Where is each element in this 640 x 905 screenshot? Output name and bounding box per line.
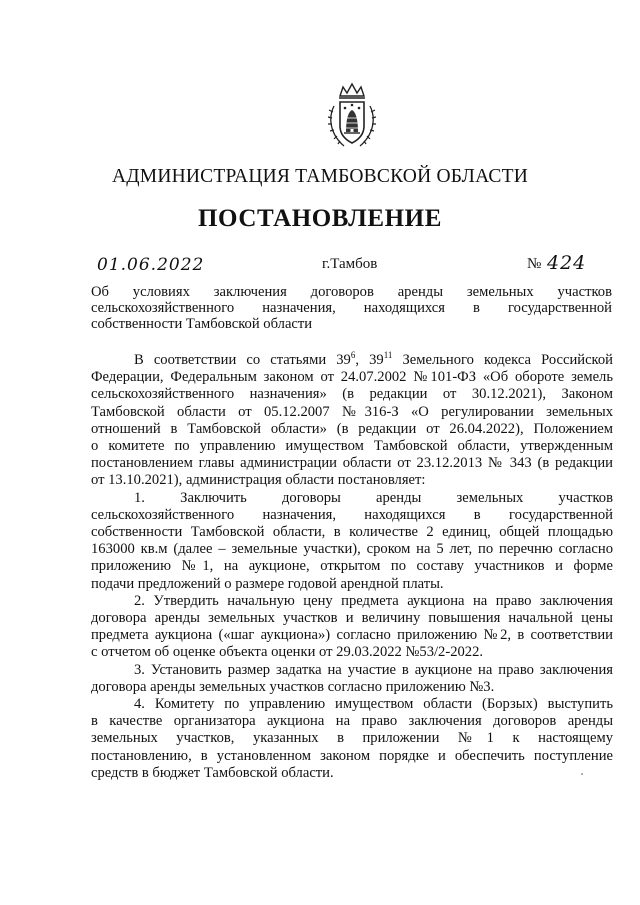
scan-speck [581, 773, 583, 775]
item-line: постановлению, в установленном законом порядке и обеспечить поступление [91, 747, 613, 764]
item-line: сельскохозяйственного назначения, находящихся в государственной [91, 506, 613, 523]
subject-line: сельскохозяйственного назначения, находящихся в государственной [91, 300, 612, 316]
document-body [91, 352, 613, 782]
item-line: собственности Тамбовской области, в количестве 2 единиц, общей площадью [91, 524, 613, 541]
document-type-title: ПОСТАНОВЛЕНИЕ [197, 205, 443, 232]
item-line: с отчетом об оценке объекта оценки от 29.03.2022 №53/2-2022. [91, 644, 484, 661]
item-line: средств в бюджет Тамбовской области. [91, 764, 334, 781]
item-line: 3. Установить размер задатка на участие в аукционе на право заключения [134, 661, 613, 678]
item-line: земельных участков, указанных в приложении №1 к настоящему [91, 730, 613, 747]
item-line: предмета аукциона («шаг аукциона») согласно приложению №2, в соответствии [91, 627, 613, 644]
item-line: договора аренды земельных участков и величину повышения начальной цены [91, 610, 613, 627]
item-line: 2. Утвердить начальную цену предмета аукциона на право заключения [134, 592, 613, 609]
coat-of-arms-emblem [326, 82, 378, 152]
item-paragraph-4 [91, 696, 613, 782]
item-paragraph-2 [91, 593, 613, 662]
preamble-line: отношений в Тамбовской области» (в редакции от 26.04.2022), Положением [91, 420, 613, 437]
preamble-line: постановлением главы администрации области от 23.12.2013 № 343 (в редакции [91, 455, 613, 472]
handwritten-date: 01.06.2022 [97, 255, 205, 275]
number-sign: № [527, 256, 542, 272]
preamble-line: сельскохозяйственного назначения» (в редакции от 30.12.2021), Законом [91, 386, 613, 403]
item-line: подачи предложений о размере годовой арендной платы. [91, 575, 444, 592]
organization-name: АДМИНИСТРАЦИЯ ТАМБОВСКОЙ ОБЛАСТИ [112, 166, 528, 187]
preamble-line: о комитете по управлению имуществом Тамбовской области, утвержденным [91, 438, 613, 455]
subject-line: собственности Тамбовской области [91, 316, 313, 332]
item-line: приложению №1, на аукционе, открытом по составу участников и форме [91, 558, 613, 575]
city-name: г.Тамбов [322, 256, 378, 272]
item-line: 4. Комитету по управлению имуществом области (Борзых) выступить [134, 696, 613, 713]
preamble-line: Федерации, Федеральным законом от 24.07.2002 №101-ФЗ «Об обороте земель [91, 369, 613, 386]
document-subject [91, 284, 612, 332]
item-line: 163000 кв.м (далее – земельные участки), сроком на 5 лет, по перечню согласно [91, 541, 613, 558]
preamble-line: Тамбовской области от 05.12.2007 №316-З «О регулировании земельных [91, 403, 613, 420]
preamble-paragraph [91, 352, 613, 490]
item-paragraph-3 [91, 662, 613, 696]
item-line: 1. Заключить договоры аренды земельных участков [134, 489, 613, 506]
item-line: договора аренды земельных участков согласно приложению №3. [91, 678, 495, 695]
item-line: в качестве организатора аукциона на право заключения договоров аренды [91, 713, 613, 730]
item-paragraph-1 [91, 490, 613, 593]
handwritten-number: 424 [547, 252, 587, 274]
preamble-line: В соответствии со статьями $39^6$, $39^{11}$ Земельного кодекса Российской [134, 350, 613, 368]
preamble-line: от 13.10.2021), администрация области постановляет: [91, 472, 426, 489]
subject-line: Об условиях заключения договоров аренды земельных участков [91, 284, 612, 300]
